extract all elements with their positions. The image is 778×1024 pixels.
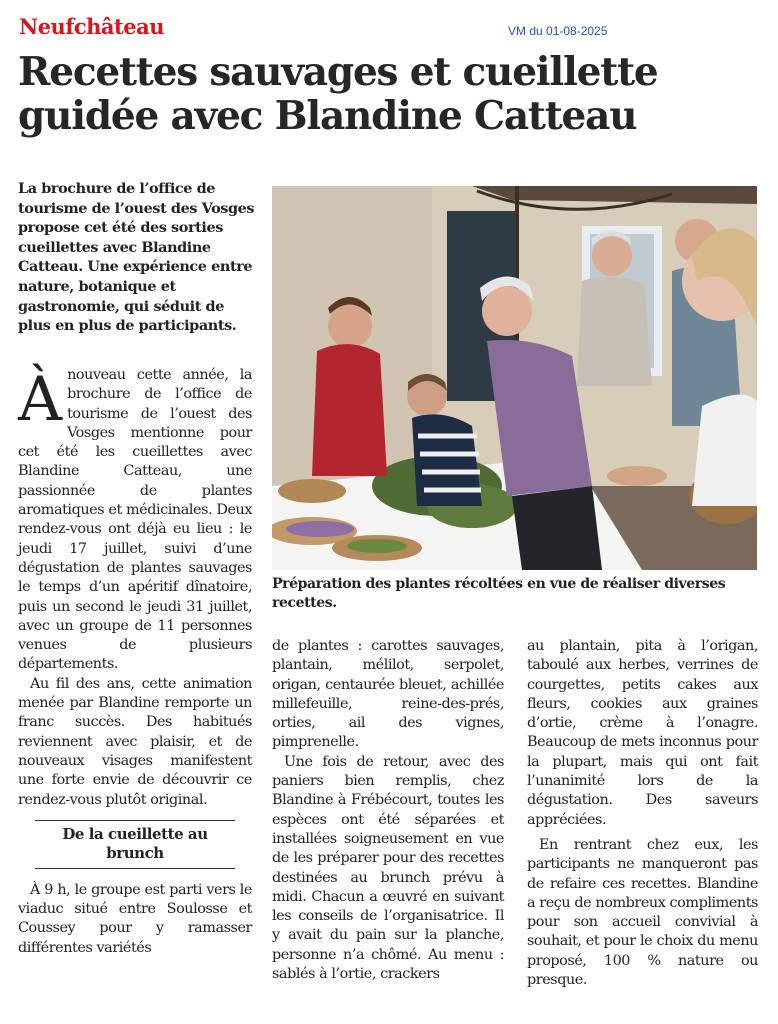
photo-illustration	[272, 186, 757, 570]
paragraph: Au fil des ans, cette animation menée par Blandine remporte un franc succès. Des habitués reviennent avec plaisir, et de nouveaux visages manifestent une forte envie de découvrir ce rendez-vous plutôt original.	[18, 675, 252, 808]
standfirst: La brochure de l’office de tourisme de l’ouest des Vosges propose cet été des sorties cueillettes avec Blandine Catteau. Une expérience entre nature, botanique et gastronomie, qui séduit de plus en plus de participants.	[18, 180, 255, 335]
body-column-3	[527, 637, 758, 990]
opening-paragraph	[18, 366, 252, 675]
article-photo	[272, 186, 757, 570]
dateline: VM du 01-08-2025	[508, 24, 608, 38]
paragraph: Une fois de retour, avec des paniers bien remplis, chez Blandine à Frébécourt, toutes les espèces ont été séparées et installées soigneusement en vue de les préparer pour des recettes destinées au brunch prévu à midi. Chacun a œuvré en suivant les conseils de l’organisatrice. Il y avait du pain sur la planche, personne n’a chômé. Au menu : sablés à l’ortie, crackers	[272, 753, 504, 983]
subheading: De la cueillette au brunch	[35, 820, 235, 869]
article-headline: Recettes sauvages et cueillette guidée avec Blandine Catteau	[18, 49, 658, 139]
paragraph: En rentrant chez eux, les participants ne manqueront pas de refaire ces recettes. Blandine a reçu de nombreux compliments pour son accueil convivial à souhait, et pour le choix du menu proposé, 100 % nature ou presque.	[527, 836, 758, 989]
dropcap: À	[18, 364, 63, 435]
paragraph-text: nouveau cette année, la brochure de l’office de tourisme de l’ouest des Vosges mentionne pour cet été les cueillettes avec Blandine Catteau, une passionnée de plantes aromatiques et médicinales. Deux rendez-vous ont déjà eu lieu : le jeudi 17 juillet, suivi d’une dégustation de plantes sauvages le temps d’un apéritif dînatoire, puis un second le jeudi 31 juillet, avec un groupe de 11 personnes venues de plusieurs départements.	[18, 367, 252, 673]
body-column-2	[272, 637, 504, 984]
photo-caption: Préparation des plantes récoltées en vue de réaliser diverses recettes.	[272, 576, 726, 611]
section-kicker: Neufchâteau	[19, 14, 164, 39]
paragraph: À 9 h, le groupe est parti vers le viaduc situé entre Soulosse et Coussey pour y ramasser différentes variétés	[18, 881, 252, 956]
paragraph-continued: de plantes : carottes sauvages, plantain, mélilot, serpolet, origan, centaurée bleuet, achillée millefeuille, reine-des-prés, orties, ail des vignes, pimprenelle.	[272, 638, 504, 751]
paragraph-continued: au plantain, pita à l’origan, taboulé aux herbes, verrines de courgettes, petits cakes aux fleurs, cookies aux graines d’ortie, crème à l’onagre. Beaucoup de mets inconnus pour la plupart, mais qui ont fait l’unanimité lors de la dégustation. Des saveurs appréciées.	[527, 638, 758, 828]
body-column-1	[18, 366, 252, 958]
